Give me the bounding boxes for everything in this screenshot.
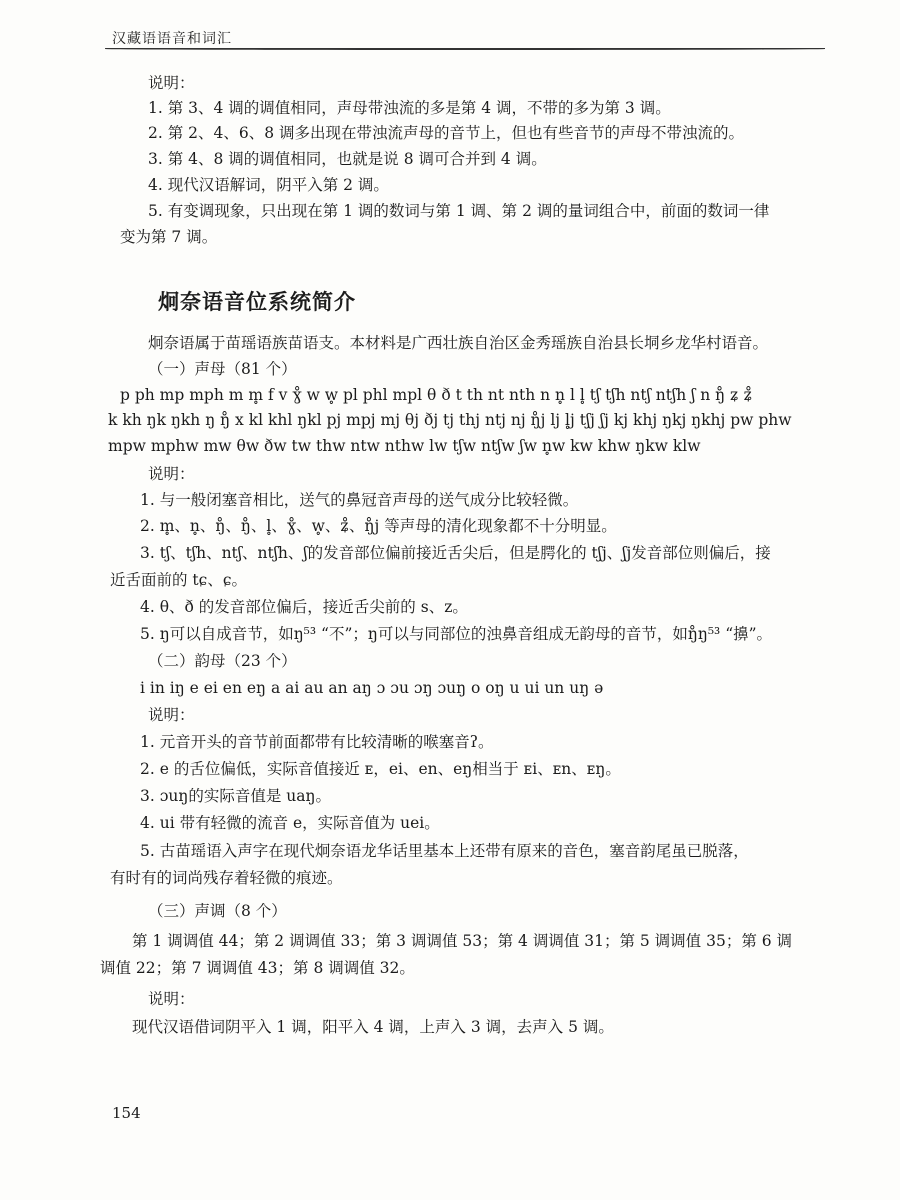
ipa-row: mpw mphw mw θw ðw tw thw ntw nthw lw tʃw ntʃw ʃw n̥w kw khw ŋkw klw	[108, 437, 701, 455]
ipa-row: i in iŋ e ei en eŋ a ai au an aŋ ɔ ɔu ɔŋ ɔuŋ o oŋ u ui un uŋ ə	[140, 679, 604, 697]
ipa-row: p ph mp mph m m̥ f v ɣ̊ w w̥ pl phl mpl θ ð t th nt nth n n̥ l l̥ tʃ tʃh ntʃ ntʃh ʃ n ŋ̊ ʑ ʑ̊	[120, 386, 753, 404]
note-line: 5. 有变调现象，只出现在第 1 调的数词与第 1 调、第 2 调的量词组合中，前面的数词一律	[148, 202, 770, 220]
note-line: 2. e 的舌位偏低，实际音值接近 ᴇ，ei、en、eŋ相当于 ᴇi、ᴇn、ᴇŋ。	[140, 760, 621, 778]
tones-heading: （三）声调（8 个）	[148, 902, 287, 920]
note-line: 5. 古苗瑶语入声字在现代炯奈语龙华话里基本上还带有原来的音色，塞音韵尾虽已脱落，	[140, 842, 749, 860]
note-line: 1. 元音开头的音节前面都带有比较清晰的喉塞音ʔ。	[140, 733, 494, 751]
note-line: 4. θ、ð 的发音部位偏后，接近舌尖前的 s、z。	[140, 598, 468, 616]
note-line: 4. ui 带有轻微的流音 e，实际音值为 uei。	[140, 814, 440, 832]
ipa-row: k kh ŋk ŋkh ŋ ŋ̊ x kl khl ŋkl pj mpj mj θj ðj tj thj ntj nj ŋ̊j lj l̥j tʃj ʃj kj khj ŋkj ŋkhj pw phw	[108, 411, 792, 429]
note-line: 2. m̥、n̥、ŋ̊、ŋ̊、l̥、ɣ̊、w̥、ʑ̊、ŋ̊j 等声母的清化现象都不十分明显。	[140, 517, 617, 535]
intro-paragraph: 炯奈语属于苗瑶语族苗语支。本材料是广西壮族自治区金秀瑶族自治县长垌乡龙华村语音。	[148, 334, 769, 352]
page-number: 154	[112, 1104, 141, 1122]
note-line: 2. 第 2、4、6、8 调多出现在带浊流声母的音节上，但也有些音节的声母不带浊流的。	[148, 124, 745, 142]
header-rule	[105, 48, 825, 50]
notes-label: 说明：	[148, 465, 195, 483]
initials-heading: （一）声母（81 个）	[148, 360, 297, 378]
tones-line-continued: 调值 22；第 7 调调值 43；第 8 调调值 32。	[100, 959, 415, 977]
note-line: 1. 与一般闭塞音相比，送气的鼻冠音声母的送气成分比较轻微。	[140, 491, 579, 509]
note-line-continued: 有时有的词尚残存着轻微的痕迹。	[110, 869, 343, 887]
note-line: 3. ɔuŋ的实际音值是 uaŋ。	[140, 787, 331, 805]
note-line: 3. tʃ、tʃh、ntʃ、ntʃh、ʃ的发音部位偏前接近舌尖后，但是腭化的 tʃj、ʃj发音部位则偏后，接	[140, 544, 771, 562]
note-line: 1. 第 3、4 调的调值相同，声母带浊流的多是第 4 调，不带的多为第 3 调。	[148, 99, 671, 117]
note-line-continued: 近舌面前的 tɕ、ɕ。	[110, 571, 248, 589]
note-line-continued: 变为第 7 调。	[120, 228, 218, 246]
notes-label: 说明：	[148, 990, 195, 1008]
finals-heading: （二）韵母（23 个）	[148, 652, 297, 670]
tones-line: 第 1 调调值 44；第 2 调调值 33；第 3 调调值 53；第 4 调调值 31；第 5 调调值 35；第 6 调	[132, 932, 793, 950]
note-line: 现代汉语借词阴平入 1 调，阳平入 4 调，上声入 3 调，去声入 5 调。	[132, 1018, 614, 1036]
note-line: 3. 第 4、8 调的调值相同，也就是说 8 调可合并到 4 调。	[148, 150, 547, 168]
section-title: 炯奈语音位系统简介	[158, 290, 356, 314]
notes-label: 说明：	[148, 706, 195, 724]
notes-label: 说明：	[148, 74, 195, 92]
running-head: 汉藏语语音和词汇	[112, 31, 232, 47]
note-line: 4. 现代汉语解词，阴平入第 2 调。	[148, 176, 389, 194]
note-line: 5. ŋ可以自成音节，如ŋ⁵³ “不”；ŋ可以与同部位的浊鼻音组成无韵母的音节，如ŋ̊ŋ⁵³ “擤”。	[140, 625, 773, 643]
